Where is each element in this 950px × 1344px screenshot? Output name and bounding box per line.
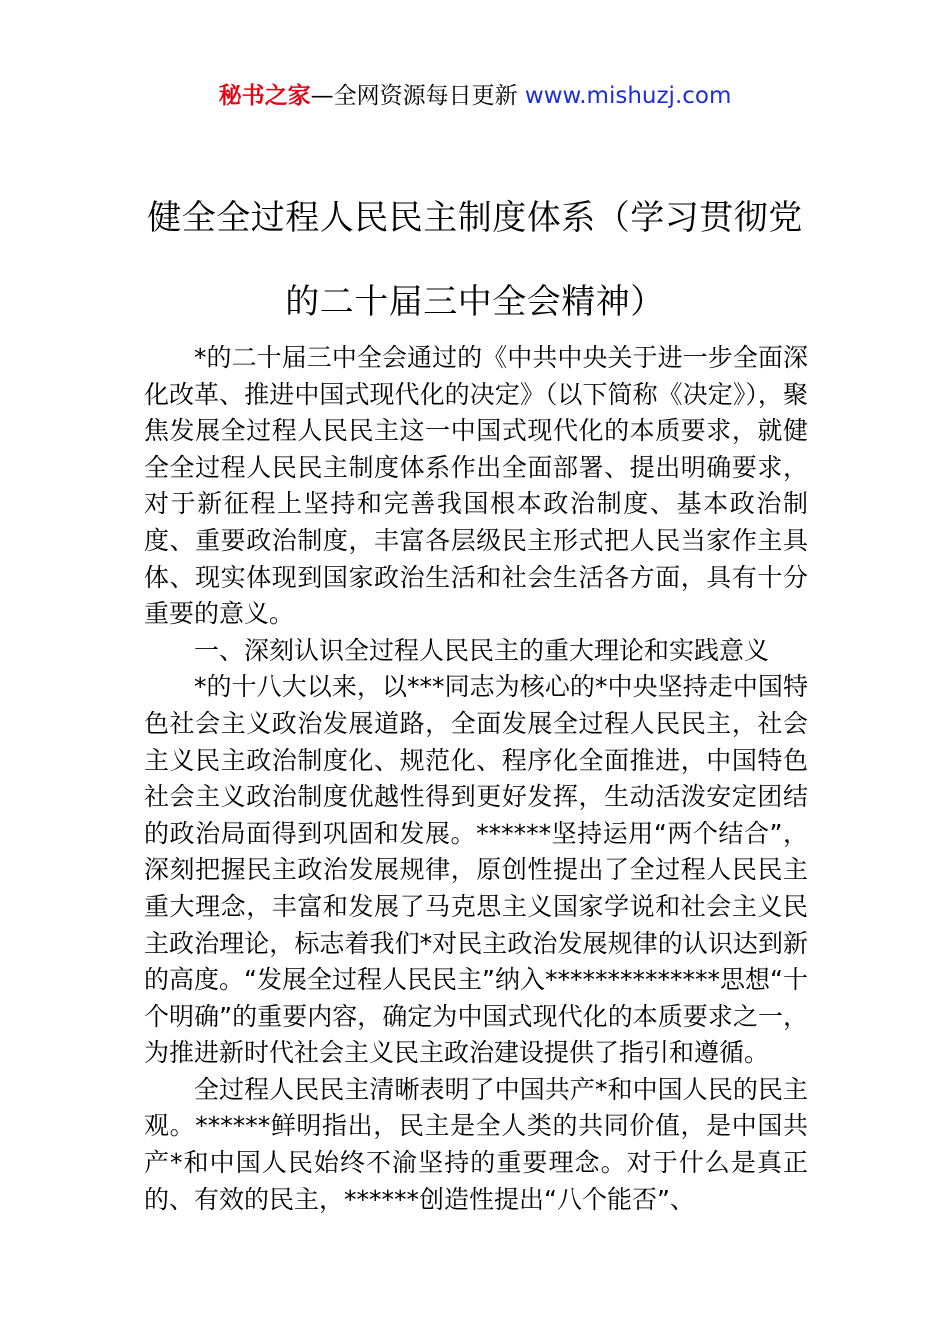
paragraph-intro: *的二十届三中全会通过的《中共中央关于进一步全面深化改革、推进中国式现代化的决定》（以下简称《决定》），聚焦发展全过程人民民主这一中国式现代化的本质要求，就健全全过程人民民主制度体系作出全面部署、提出明确要求，对于新征程上坚持和完善我国根本政治制度、基本政治制度、重要政治制度，丰富各层级民主形式把人民当家作主具体、现实体现到国家政治生活和社会生活各方面，具有十分重要的意义。 [144, 343, 808, 629]
document-body [144, 340, 808, 1218]
section-heading-1: 一、深刻认识全过程人民民主的重大理论和实践意义 [194, 635, 770, 665]
paragraph-section1-b: 全过程人民民主清晰表明了中国共产*和中国人民的民主观。******鲜明指出，民主是全人类的共同价值，是中国共产*和中国人民始终不渝坚持的重要理念。对于什么是真正的、有效的民主，******创造性提出“八个能否”、 [144, 1074, 808, 1214]
document-title: 健全全过程人民民主制度体系（学习贯彻党的二十届三中全会精神） [147, 198, 803, 322]
site-url-link[interactable]: www.mishuzj.com [524, 83, 732, 109]
site-header [0, 80, 950, 112]
site-tagline: —全网资源每日更新 [310, 83, 525, 109]
site-brand: 秘书之家 [218, 83, 311, 109]
paragraph-section1-a: *的十八大以来，以***同志为核心的*中央坚持走中国特色社会主义政治发展道路，全面发展全过程人民民主，社会主义民主政治制度化、规范化、程序化全面推进，中国特色社会主义政治制度优越性得到更好发挥，生动活泼安定团结的政治局面得到巩固和发展。******坚持运用“两个结合”，深刻把握民主政治发展规律，原创性提出了全过程人民民主重大理念，丰富和发展了马克思主义国家学说和社会主义民主政治理论，标志着我们*对民主政治发展规律的认识达到新的高度。“发展全过程人民民主”纳入**************思想“十个明确”的重要内容，确定为中国式现代化的本质要求之一，为推进新时代社会主义民主政治建设提供了指引和遵循。 [144, 672, 808, 1068]
